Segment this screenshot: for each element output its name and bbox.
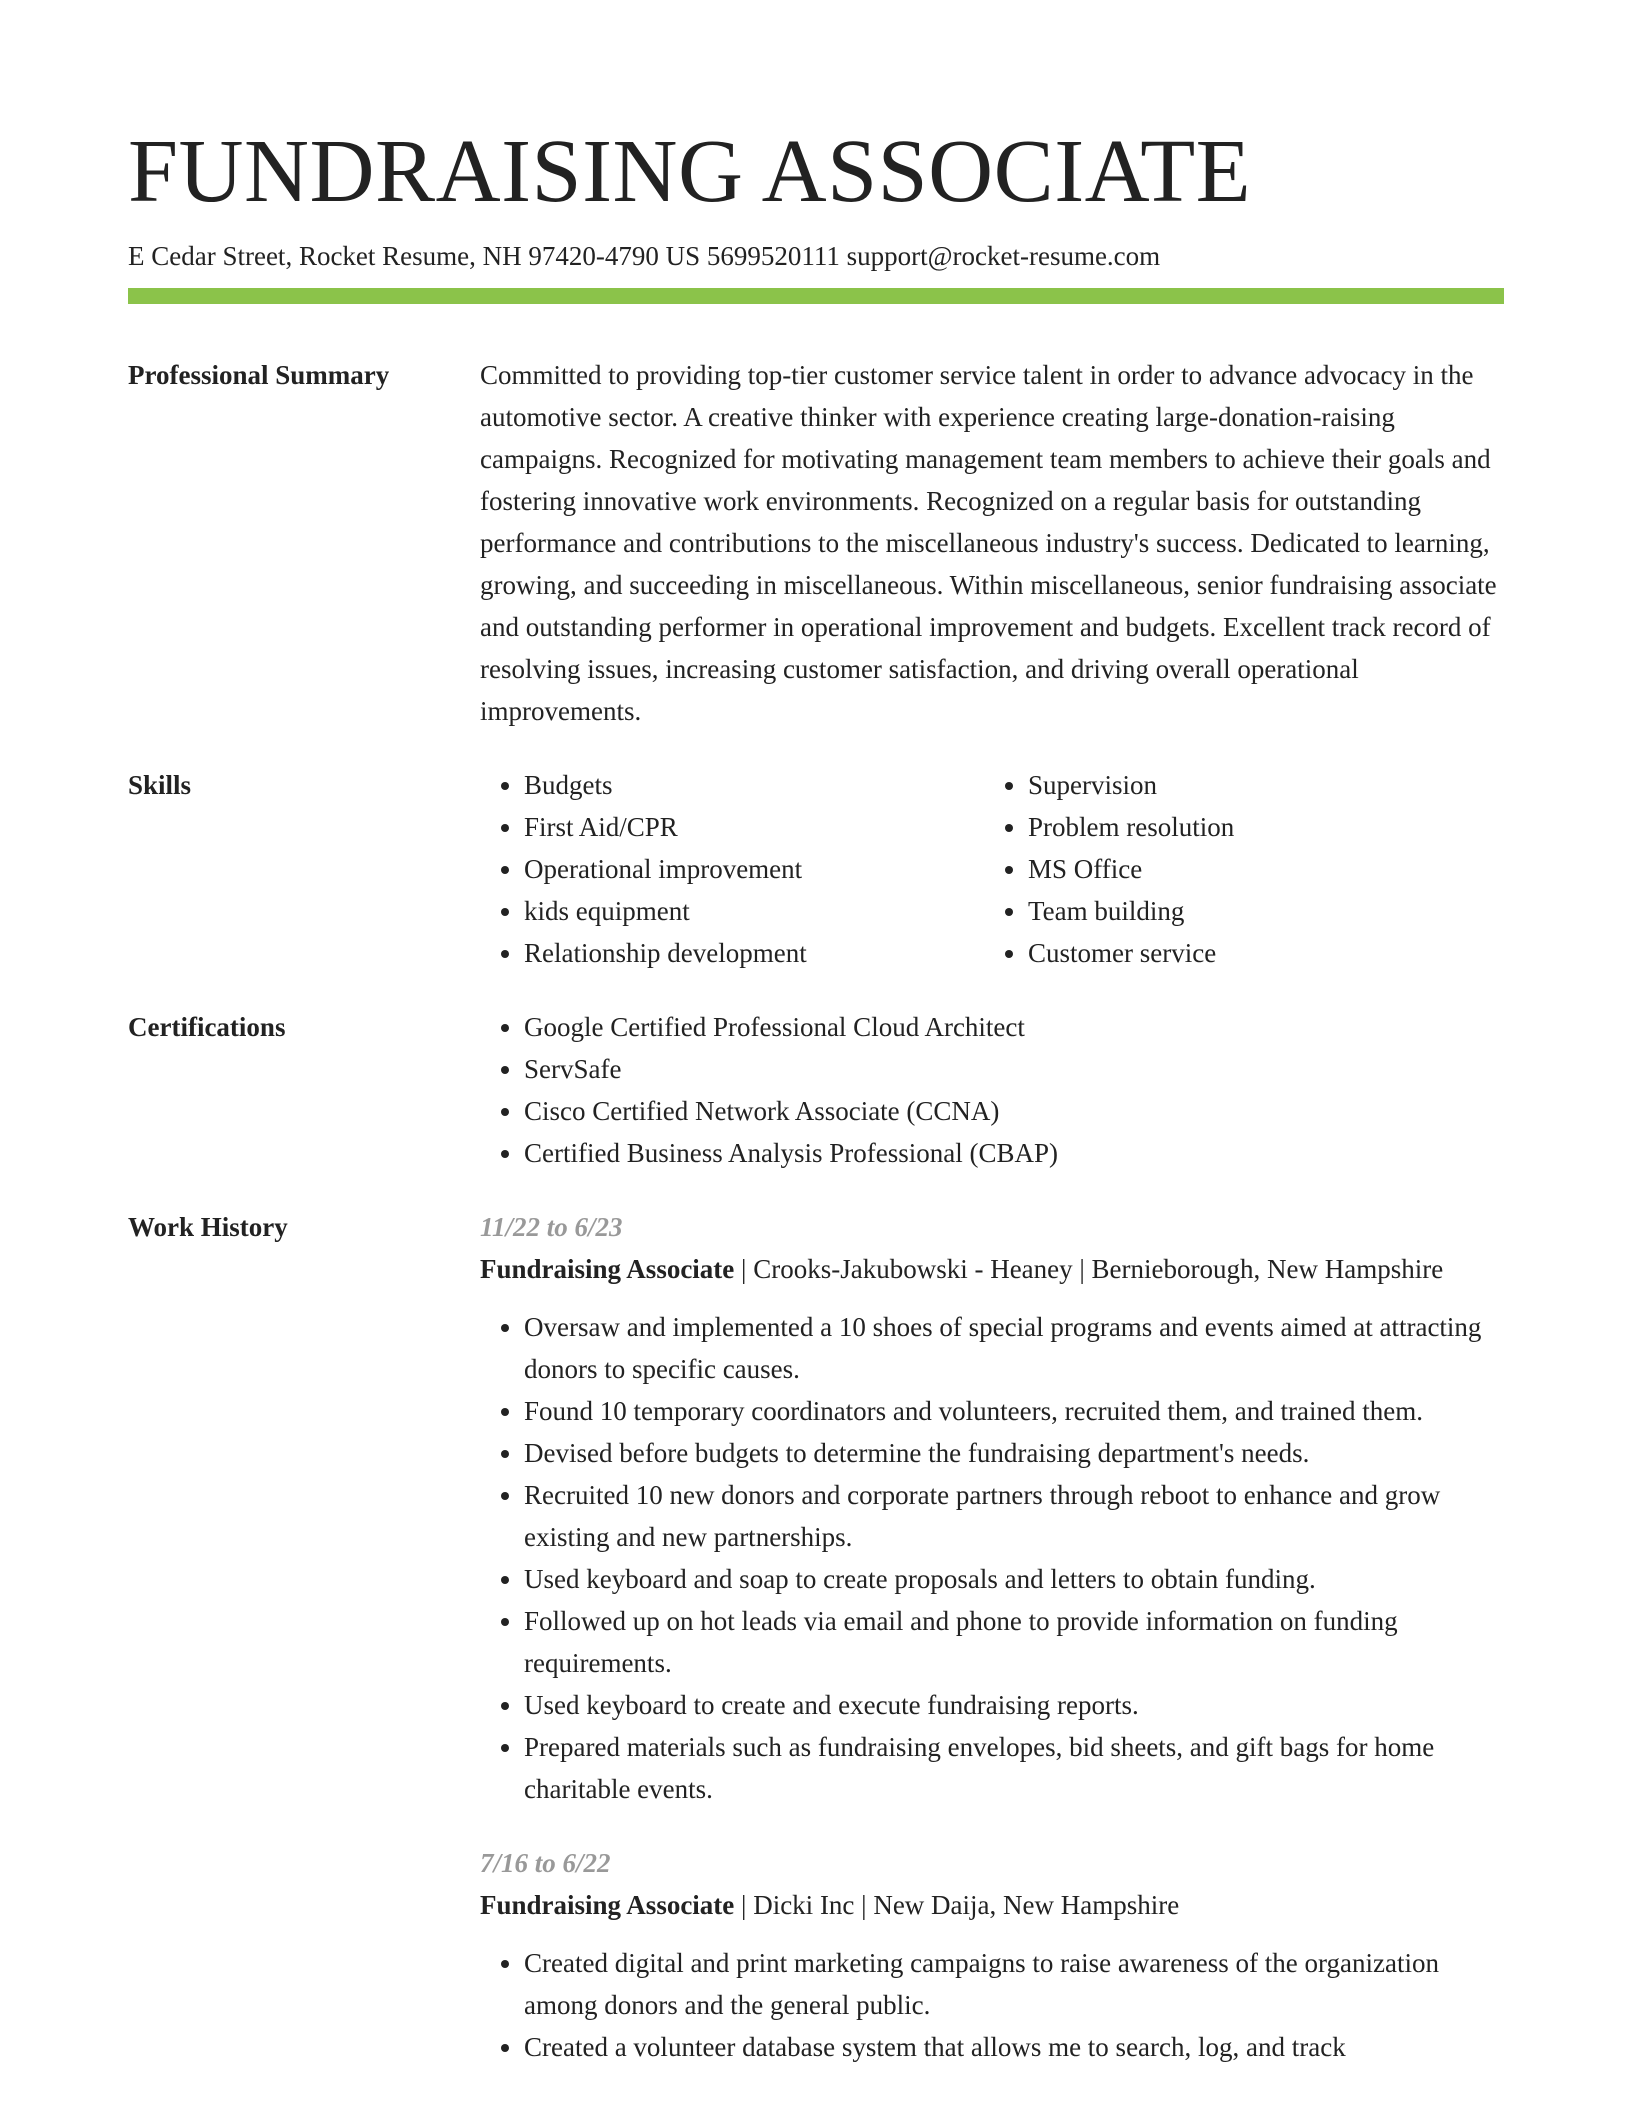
summary-body xyxy=(480,354,1504,732)
job-title: Fundraising Associate xyxy=(480,1254,735,1284)
job-bullets xyxy=(480,1306,1504,1810)
job-bullet: • Devised before budgets to determine the fundraising department's needs. xyxy=(524,1432,1504,1474)
certification-item: • Certified Business Analysis Professional (CBAP) xyxy=(524,1132,1504,1174)
skills-list-right xyxy=(984,764,1488,974)
certification-item: • Cisco Certified Network Associate (CCNA) xyxy=(524,1090,1504,1132)
job-bullet: • Used keyboard and soap to create proposals and letters to obtain funding. xyxy=(524,1558,1504,1600)
skills-list-left xyxy=(480,764,984,974)
summary-label: Professional Summary xyxy=(128,360,390,390)
job-details: | Crooks-Jakubowski - Heaney | Bernieborough, New Hampshire xyxy=(734,1254,1444,1284)
summary-section xyxy=(128,354,1504,732)
job-details: | Dicki Inc | New Daija, New Hampshire xyxy=(734,1890,1180,1920)
summary-text: Committed to providing top-tier customer service talent in order to advance advocacy in the automotive sector. A creative thinker with experience creating large-donation-raising campaigns. Recognized for motivating management team members to achieve their goals and fostering innovative work environments. Recognized on a regular basis for outstanding performance and contributions to the miscellaneous industry's success. Dedicated to learning, growing, and succeeding in miscellaneous. Within miscellaneous, senior fundraising associate and outstanding performer in operational improvement and budgets. Excellent track record of resolving issues, increasing customer satisfaction, and driving overall operational improvements. xyxy=(480,360,1497,726)
resume-name-heading: FUNDRAISING ASSOCIATE xyxy=(128,122,1252,221)
certification-item: • Google Certified Professional Cloud Architect xyxy=(524,1006,1504,1048)
job-entry xyxy=(480,1206,1504,1810)
certifications-label: Certifications xyxy=(128,1012,286,1042)
skill-item: • Relationship development xyxy=(524,932,984,974)
job-dates: 7/16 to 6/22 xyxy=(480,1848,611,1878)
skill-item: • First Aid/CPR xyxy=(524,806,984,848)
skill-item: • Supervision xyxy=(1028,764,1488,806)
skill-item: • Team building xyxy=(1028,890,1488,932)
work-history-label: Work History xyxy=(128,1212,288,1242)
skills-grid xyxy=(480,764,1504,974)
job-bullet: • Recruited 10 new donors and corporate partners through reboot to enhance and grow existing and new partnerships. xyxy=(524,1474,1504,1558)
job-bullet: • Prepared materials such as fundraising envelopes, bid sheets, and gift bags for home charitable events. xyxy=(524,1726,1504,1810)
contact-line: E Cedar Street, Rocket Resume, NH 97420-4790 US 5699520111 support@rocket-resume.com xyxy=(128,241,1161,271)
certification-item: • ServSafe xyxy=(524,1048,1504,1090)
header-accent-rule xyxy=(128,288,1504,304)
skill-item: • Operational improvement xyxy=(524,848,984,890)
skills-label: Skills xyxy=(128,770,192,800)
job-title: Fundraising Associate xyxy=(480,1890,735,1920)
certifications-section xyxy=(128,1006,1504,1174)
certifications-list xyxy=(480,1006,1504,1174)
job-bullet: • Oversaw and implemented a 10 shoes of special programs and events aimed at attracting donors to specific causes. xyxy=(524,1306,1504,1390)
certifications-body xyxy=(480,1006,1504,1174)
job-entry xyxy=(480,1842,1504,2068)
job-heading xyxy=(480,1248,1504,1290)
work-history-body xyxy=(480,1206,1504,2068)
job-bullet: • Created digital and print marketing campaigns to raise awareness of the organization among donors and the general public. xyxy=(524,1942,1504,2026)
skill-item: • Problem resolution xyxy=(1028,806,1488,848)
work-history-section xyxy=(128,1206,1504,2068)
job-heading xyxy=(480,1884,1504,1926)
job-bullet: • Used keyboard to create and execute fundraising reports. xyxy=(524,1684,1504,1726)
skills-section xyxy=(128,764,1504,974)
skill-item: • kids equipment xyxy=(524,890,984,932)
job-bullets xyxy=(480,1942,1504,2068)
skill-item: • MS Office xyxy=(1028,848,1488,890)
skill-item: • Customer service xyxy=(1028,932,1488,974)
job-bullet: • Found 10 temporary coordinators and volunteers, recruited them, and trained them. xyxy=(524,1390,1504,1432)
job-dates: 11/22 to 6/23 xyxy=(480,1212,623,1242)
skills-body xyxy=(480,764,1504,974)
job-bullet: • Created a volunteer database system that allows me to search, log, and track xyxy=(524,2026,1504,2068)
skill-item: • Budgets xyxy=(524,764,984,806)
job-bullet: • Followed up on hot leads via email and phone to provide information on funding requirements. xyxy=(524,1600,1504,1684)
